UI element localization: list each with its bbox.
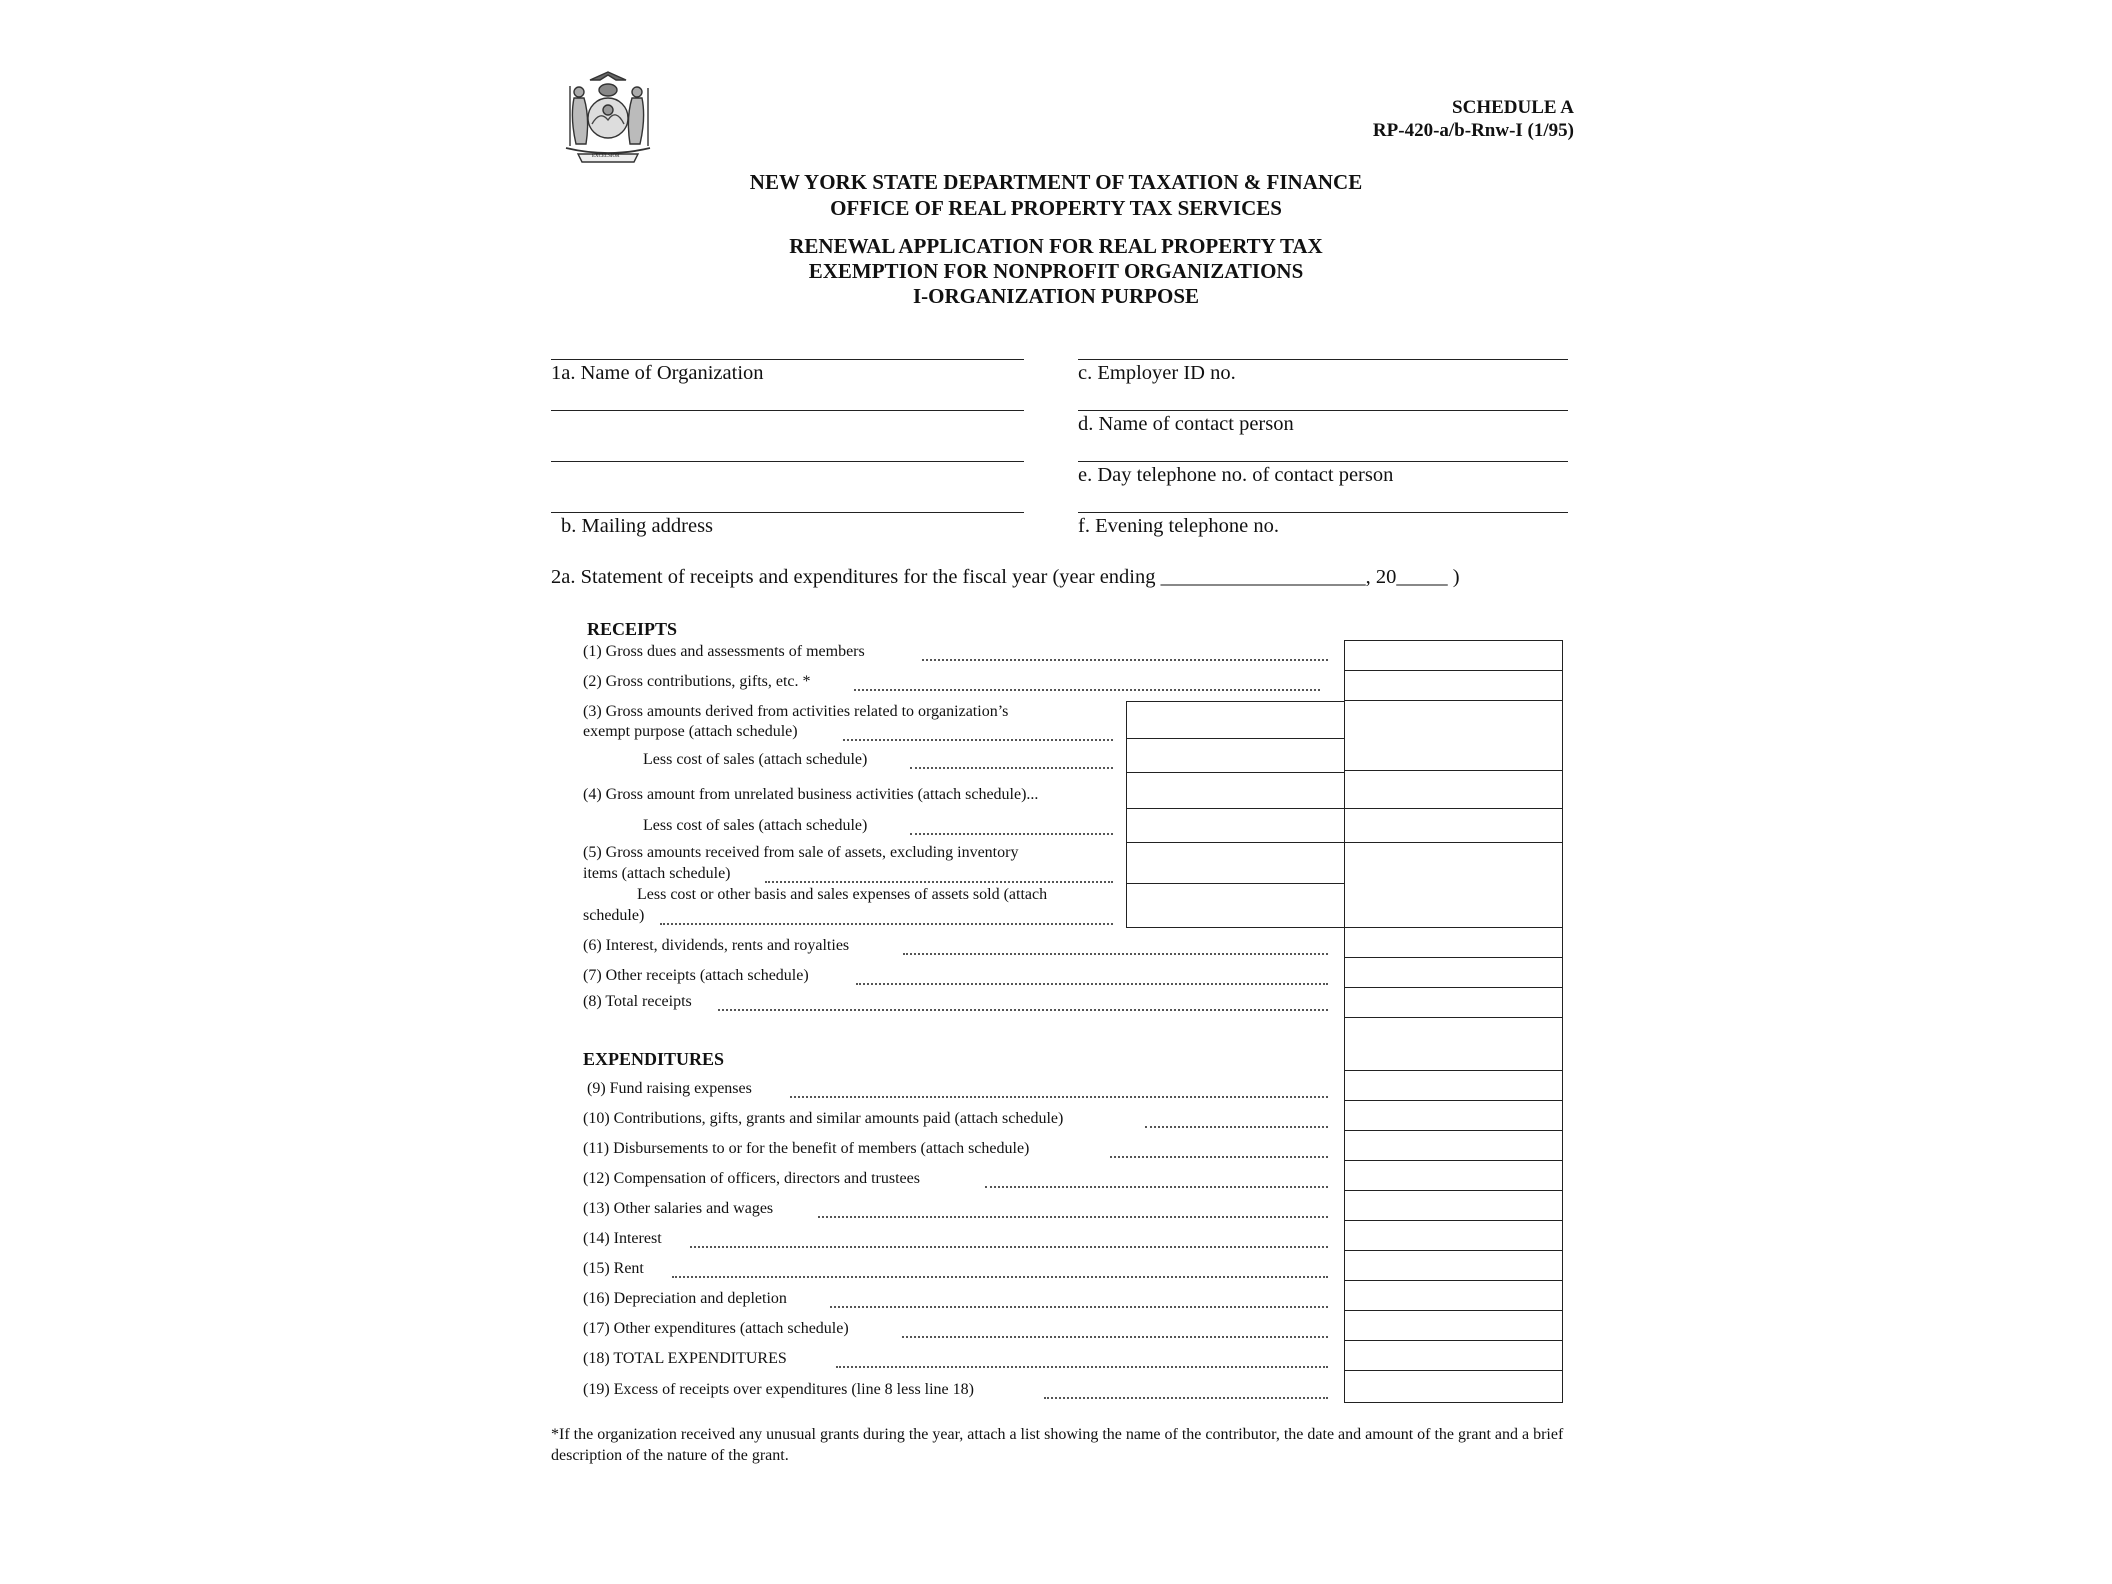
evening-phone-line[interactable] (1078, 512, 1568, 513)
inner-box-line-3-cost[interactable] (1126, 738, 1345, 773)
dot-leader (1145, 1126, 1328, 1128)
expense-line-15: (15) Rent (583, 1260, 644, 1277)
inner-box-line-3-gross[interactable] (1126, 701, 1345, 739)
dot-leader (660, 923, 1113, 925)
expense-line-9: (9) Fund raising expenses (587, 1080, 752, 1097)
address-line-1[interactable] (551, 410, 1024, 411)
contact-person-line[interactable] (1078, 410, 1568, 411)
inner-box-line-5-cost[interactable] (1126, 883, 1345, 928)
receipt-line-7: (7) Other receipts (attach schedule) (583, 967, 809, 984)
receipt-line-5c: Less cost or other basis and sales expenses of assets sold (attach (637, 886, 1048, 903)
amount-box-line-2[interactable] (1344, 670, 1563, 701)
inner-box-line-5-gross[interactable] (1126, 842, 1345, 884)
mailing-address-label: b. Mailing address (561, 515, 714, 537)
amount-box-line-11[interactable] (1344, 1130, 1563, 1161)
amount-box-line-10[interactable] (1344, 1100, 1563, 1131)
amount-box-line-1[interactable] (1344, 640, 1563, 671)
amount-box-spacer (1344, 1017, 1563, 1071)
dot-leader (765, 881, 1113, 883)
amount-box-line-4[interactable] (1344, 770, 1563, 809)
inner-box-line-4-cost[interactable] (1126, 808, 1345, 843)
employer-id-line[interactable] (1078, 359, 1568, 360)
address-line-3[interactable] (551, 512, 1024, 513)
receipt-line-3c: Less cost of sales (attach schedule) (643, 751, 868, 768)
form-title-line1: RENEWAL APPLICATION FOR REAL PROPERTY TAX (789, 234, 1323, 258)
amount-box-line-6[interactable] (1344, 927, 1563, 958)
receipt-line-5d: schedule) (583, 907, 645, 924)
amount-box-line-5[interactable] (1344, 842, 1563, 928)
nys-seal-graphic (556, 64, 660, 168)
dot-leader (903, 953, 1328, 955)
receipt-line-2: (2) Gross contributions, gifts, etc. * (583, 673, 811, 690)
address-line-2[interactable] (551, 461, 1024, 462)
amount-box-line-8[interactable] (1344, 987, 1563, 1018)
receipt-line-8: (8) Total receipts (583, 993, 692, 1010)
receipt-line-5b: items (attach schedule) (583, 865, 731, 882)
dot-leader (830, 1306, 1328, 1308)
receipt-line-1: (1) Gross dues and assessments of members (583, 643, 865, 660)
receipt-line-3b: exempt purpose (attach schedule) (583, 723, 798, 740)
receipt-line-4b: Less cost of sales (attach schedule) (643, 817, 868, 834)
amount-box-line-19[interactable] (1344, 1370, 1563, 1403)
employer-id-label: c. Employer ID no. (1078, 362, 1236, 384)
expense-line-13: (13) Other salaries and wages (583, 1200, 774, 1217)
receipt-line-6: (6) Interest, dividends, rents and royalties (583, 937, 850, 954)
receipt-line-4: (4) Gross amount from unrelated business activities (attach schedule)... (583, 786, 1039, 803)
dot-leader (818, 1216, 1328, 1218)
expense-line-12: (12) Compensation of officers, directors and trustees (583, 1170, 920, 1187)
form-title-line3: I-ORGANIZATION PURPOSE (912, 284, 1200, 308)
seal-motto: EXCELSIOR (592, 154, 620, 159)
amount-box-line-3[interactable] (1344, 700, 1563, 771)
amount-box-line-17[interactable] (1344, 1310, 1563, 1341)
dot-leader (1044, 1397, 1328, 1399)
dot-leader (856, 983, 1328, 985)
amount-box-line-18[interactable] (1344, 1340, 1563, 1371)
dot-leader (854, 689, 1320, 691)
expense-line-11: (11) Disbursements to or for the benefit of members (attach schedule) (583, 1140, 1030, 1157)
day-phone-label: e. Day telephone no. of contact person (1078, 464, 1394, 486)
dot-leader (985, 1186, 1328, 1188)
expense-line-18: (18) TOTAL EXPENDITURES (583, 1350, 787, 1367)
dot-leader (672, 1276, 1328, 1278)
expense-line-10: (10) Contributions, gifts, grants and similar amounts paid (attach schedule) (583, 1110, 1064, 1127)
day-phone-line[interactable] (1078, 461, 1568, 462)
agency-title: NEW YORK STATE DEPARTMENT OF TAXATION & FINANCE (749, 170, 1363, 194)
dot-leader (836, 1366, 1328, 1368)
form-number: RP-420-a/b-Rnw-I (1/95) (1372, 120, 1574, 141)
amount-box-line-16[interactable] (1344, 1280, 1563, 1311)
org-name-label: 1a. Name of Organization (551, 362, 764, 384)
expense-line-14: (14) Interest (583, 1230, 662, 1247)
schedule-label: SCHEDULE A (1452, 97, 1574, 118)
expenditures-heading: EXPENDITURES (583, 1049, 725, 1069)
dot-leader (922, 659, 1328, 661)
dot-leader (690, 1246, 1328, 1248)
amount-box-line-15[interactable] (1344, 1250, 1563, 1281)
contact-person-label: d. Name of contact person (1078, 413, 1294, 435)
expense-line-19: (19) Excess of receipts over expenditures (line 8 less line 18) (583, 1381, 974, 1398)
org-name-line-1[interactable] (551, 359, 1024, 360)
amount-box-line-9[interactable] (1344, 1070, 1563, 1101)
dot-leader (790, 1096, 1328, 1098)
dot-leader (910, 767, 1113, 769)
office-title: OFFICE OF REAL PROPERTY TAX SERVICES (830, 196, 1282, 220)
footnote: *If the organization received any unusual grants during the year, attach a list showing the name of the contributor, the date and amount of the grant and a brief description of the nature of the grant. (551, 1426, 1564, 1464)
expense-line-16: (16) Depreciation and depletion (583, 1290, 787, 1307)
form-title-line2: EXEMPTION FOR NONPROFIT ORGANIZATIONS (808, 259, 1304, 283)
dot-leader (1110, 1156, 1328, 1158)
amount-box-line-4-net[interactable] (1344, 808, 1563, 843)
receipt-line-3a: (3) Gross amounts derived from activities related to organization’s (583, 703, 1009, 720)
amount-box-line-14[interactable] (1344, 1220, 1563, 1251)
amount-box-line-7[interactable] (1344, 957, 1563, 988)
dot-leader (902, 1336, 1328, 1338)
evening-phone-label: f. Evening telephone no. (1078, 515, 1279, 537)
amount-box-line-13[interactable] (1344, 1190, 1563, 1221)
statement-line: 2a. Statement of receipts and expenditures for the fiscal year (year ending ____________________, 20_____ ) (551, 566, 1460, 588)
dot-leader (910, 833, 1113, 835)
receipt-line-5a: (5) Gross amounts received from sale of assets, excluding inventory (583, 844, 1019, 861)
inner-box-line-4-gross[interactable] (1126, 772, 1345, 809)
dot-leader (718, 1009, 1328, 1011)
receipts-heading: RECEIPTS (587, 619, 678, 639)
nys-seal-icon (556, 64, 660, 168)
dot-leader (843, 739, 1113, 741)
expense-line-17: (17) Other expenditures (attach schedule) (583, 1320, 849, 1337)
amount-box-line-12[interactable] (1344, 1160, 1563, 1191)
